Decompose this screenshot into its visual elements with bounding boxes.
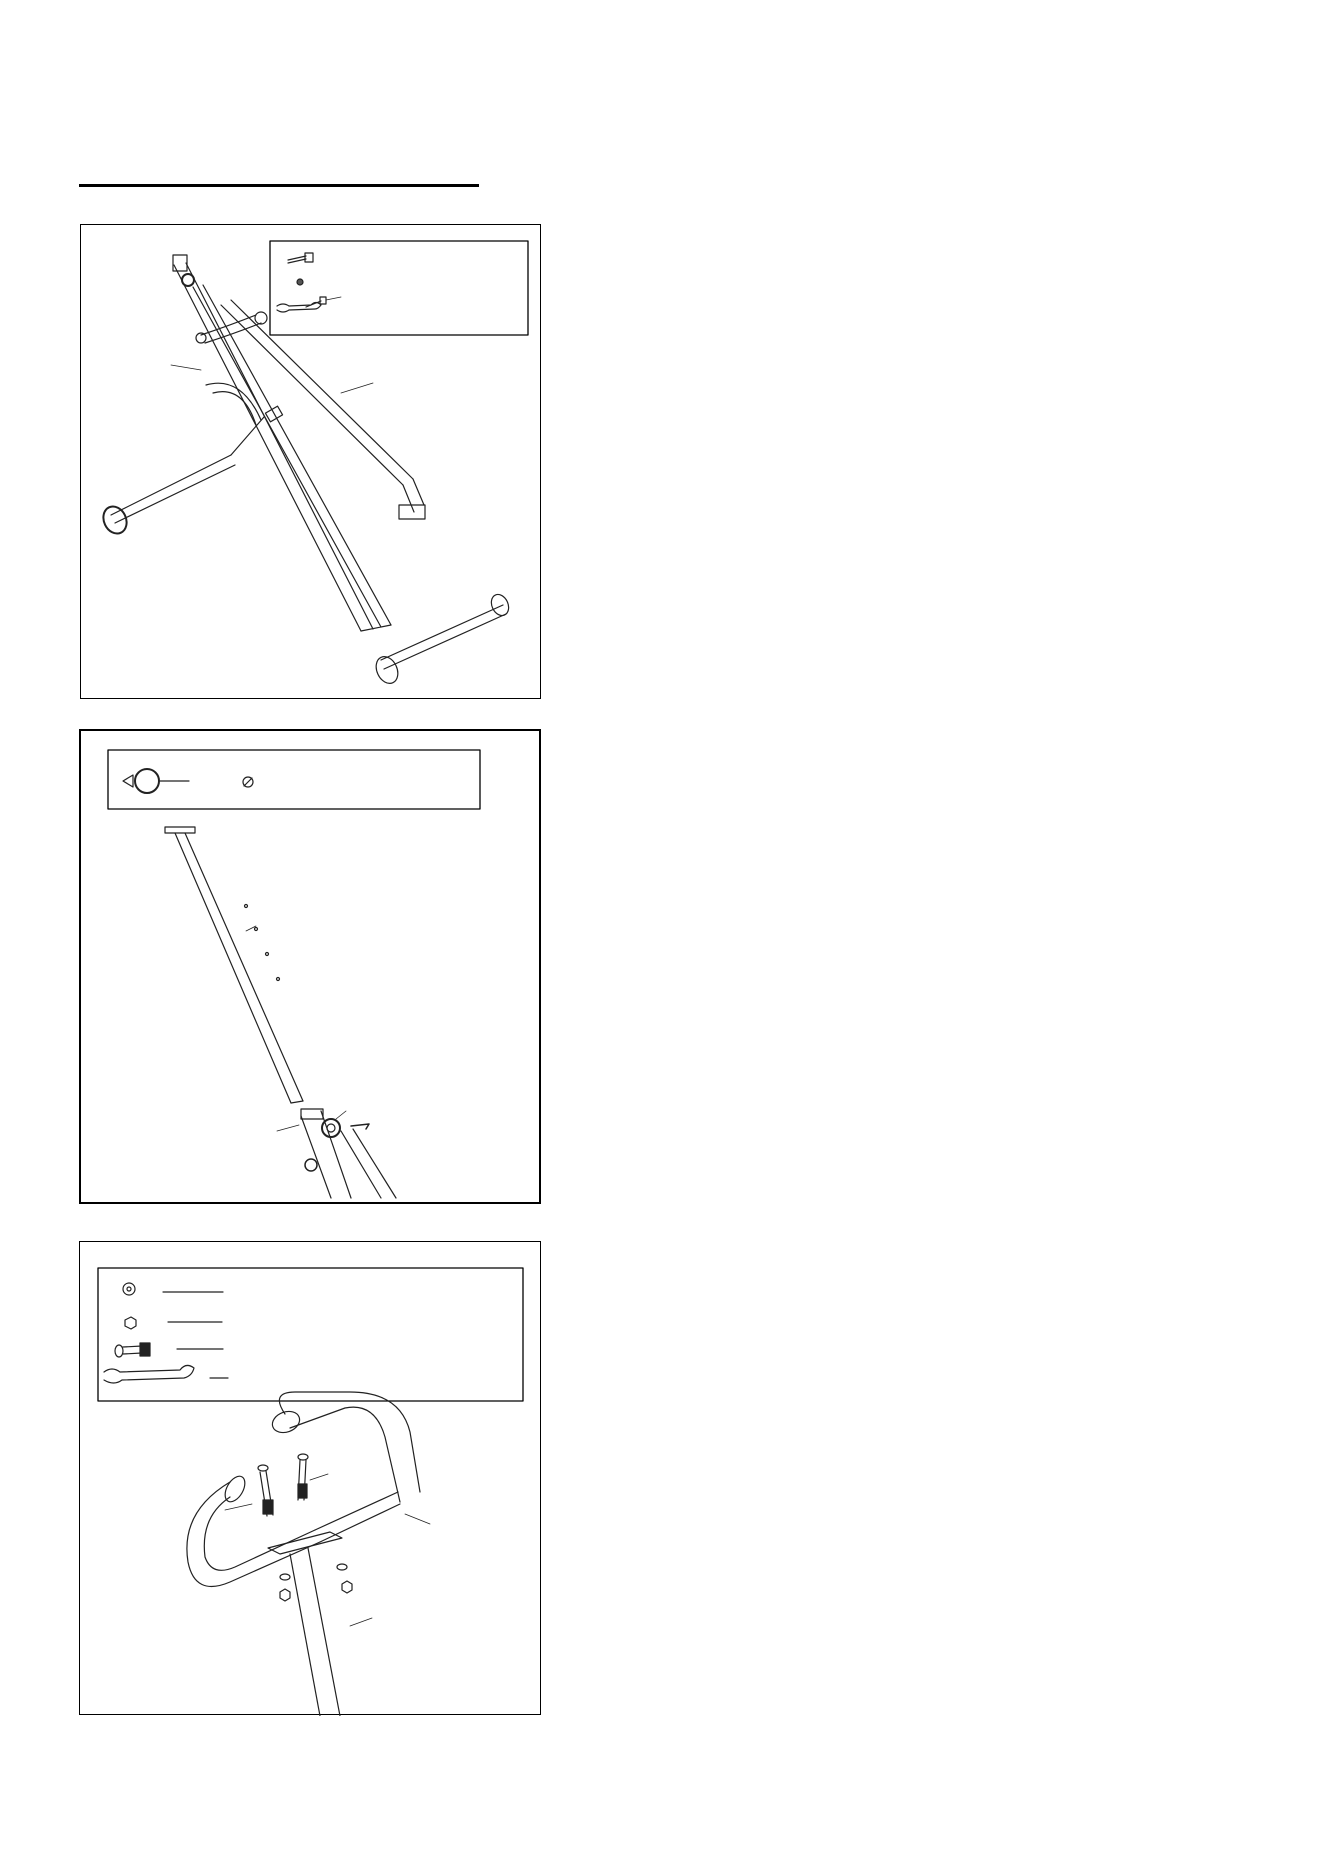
step-1-hardware-box bbox=[270, 241, 528, 335]
assembly-step-1-panel bbox=[80, 224, 541, 699]
step-3-illustration bbox=[80, 1242, 542, 1716]
wrench-icon bbox=[104, 1365, 228, 1383]
frame-section bbox=[277, 1109, 396, 1198]
rear-stabilizer bbox=[99, 417, 264, 537]
step-2-hardware-box bbox=[108, 750, 480, 809]
callout-line bbox=[310, 1474, 328, 1480]
callout-bolt-icon bbox=[306, 297, 341, 307]
carriage-bolt-icon bbox=[115, 1343, 223, 1357]
nut-icon bbox=[125, 1317, 222, 1329]
section-title-underline bbox=[79, 184, 479, 187]
bolt-icon bbox=[288, 253, 313, 263]
callout-line bbox=[350, 1618, 372, 1626]
washer-icon bbox=[243, 777, 253, 787]
callout-line bbox=[171, 365, 201, 370]
carriage-bolt-icon bbox=[258, 1454, 308, 1516]
callout-line bbox=[341, 383, 373, 393]
washer-icon bbox=[123, 1283, 223, 1295]
step-1-illustration bbox=[81, 225, 542, 700]
step-3-hardware-box bbox=[98, 1268, 523, 1401]
front-stabilizer bbox=[372, 592, 512, 687]
seat-post-tube bbox=[165, 827, 303, 1103]
step-2-illustration bbox=[81, 731, 543, 1206]
adjustment-knob-icon bbox=[182, 274, 194, 286]
assembly-step-3-panel bbox=[79, 1241, 541, 1715]
adjustment-knob-icon bbox=[123, 769, 189, 793]
callout-line bbox=[225, 1504, 252, 1510]
callout-line bbox=[405, 1514, 430, 1524]
main-frame bbox=[173, 255, 425, 631]
nut-icon bbox=[297, 279, 303, 285]
assembly-step-2-panel bbox=[79, 729, 541, 1204]
